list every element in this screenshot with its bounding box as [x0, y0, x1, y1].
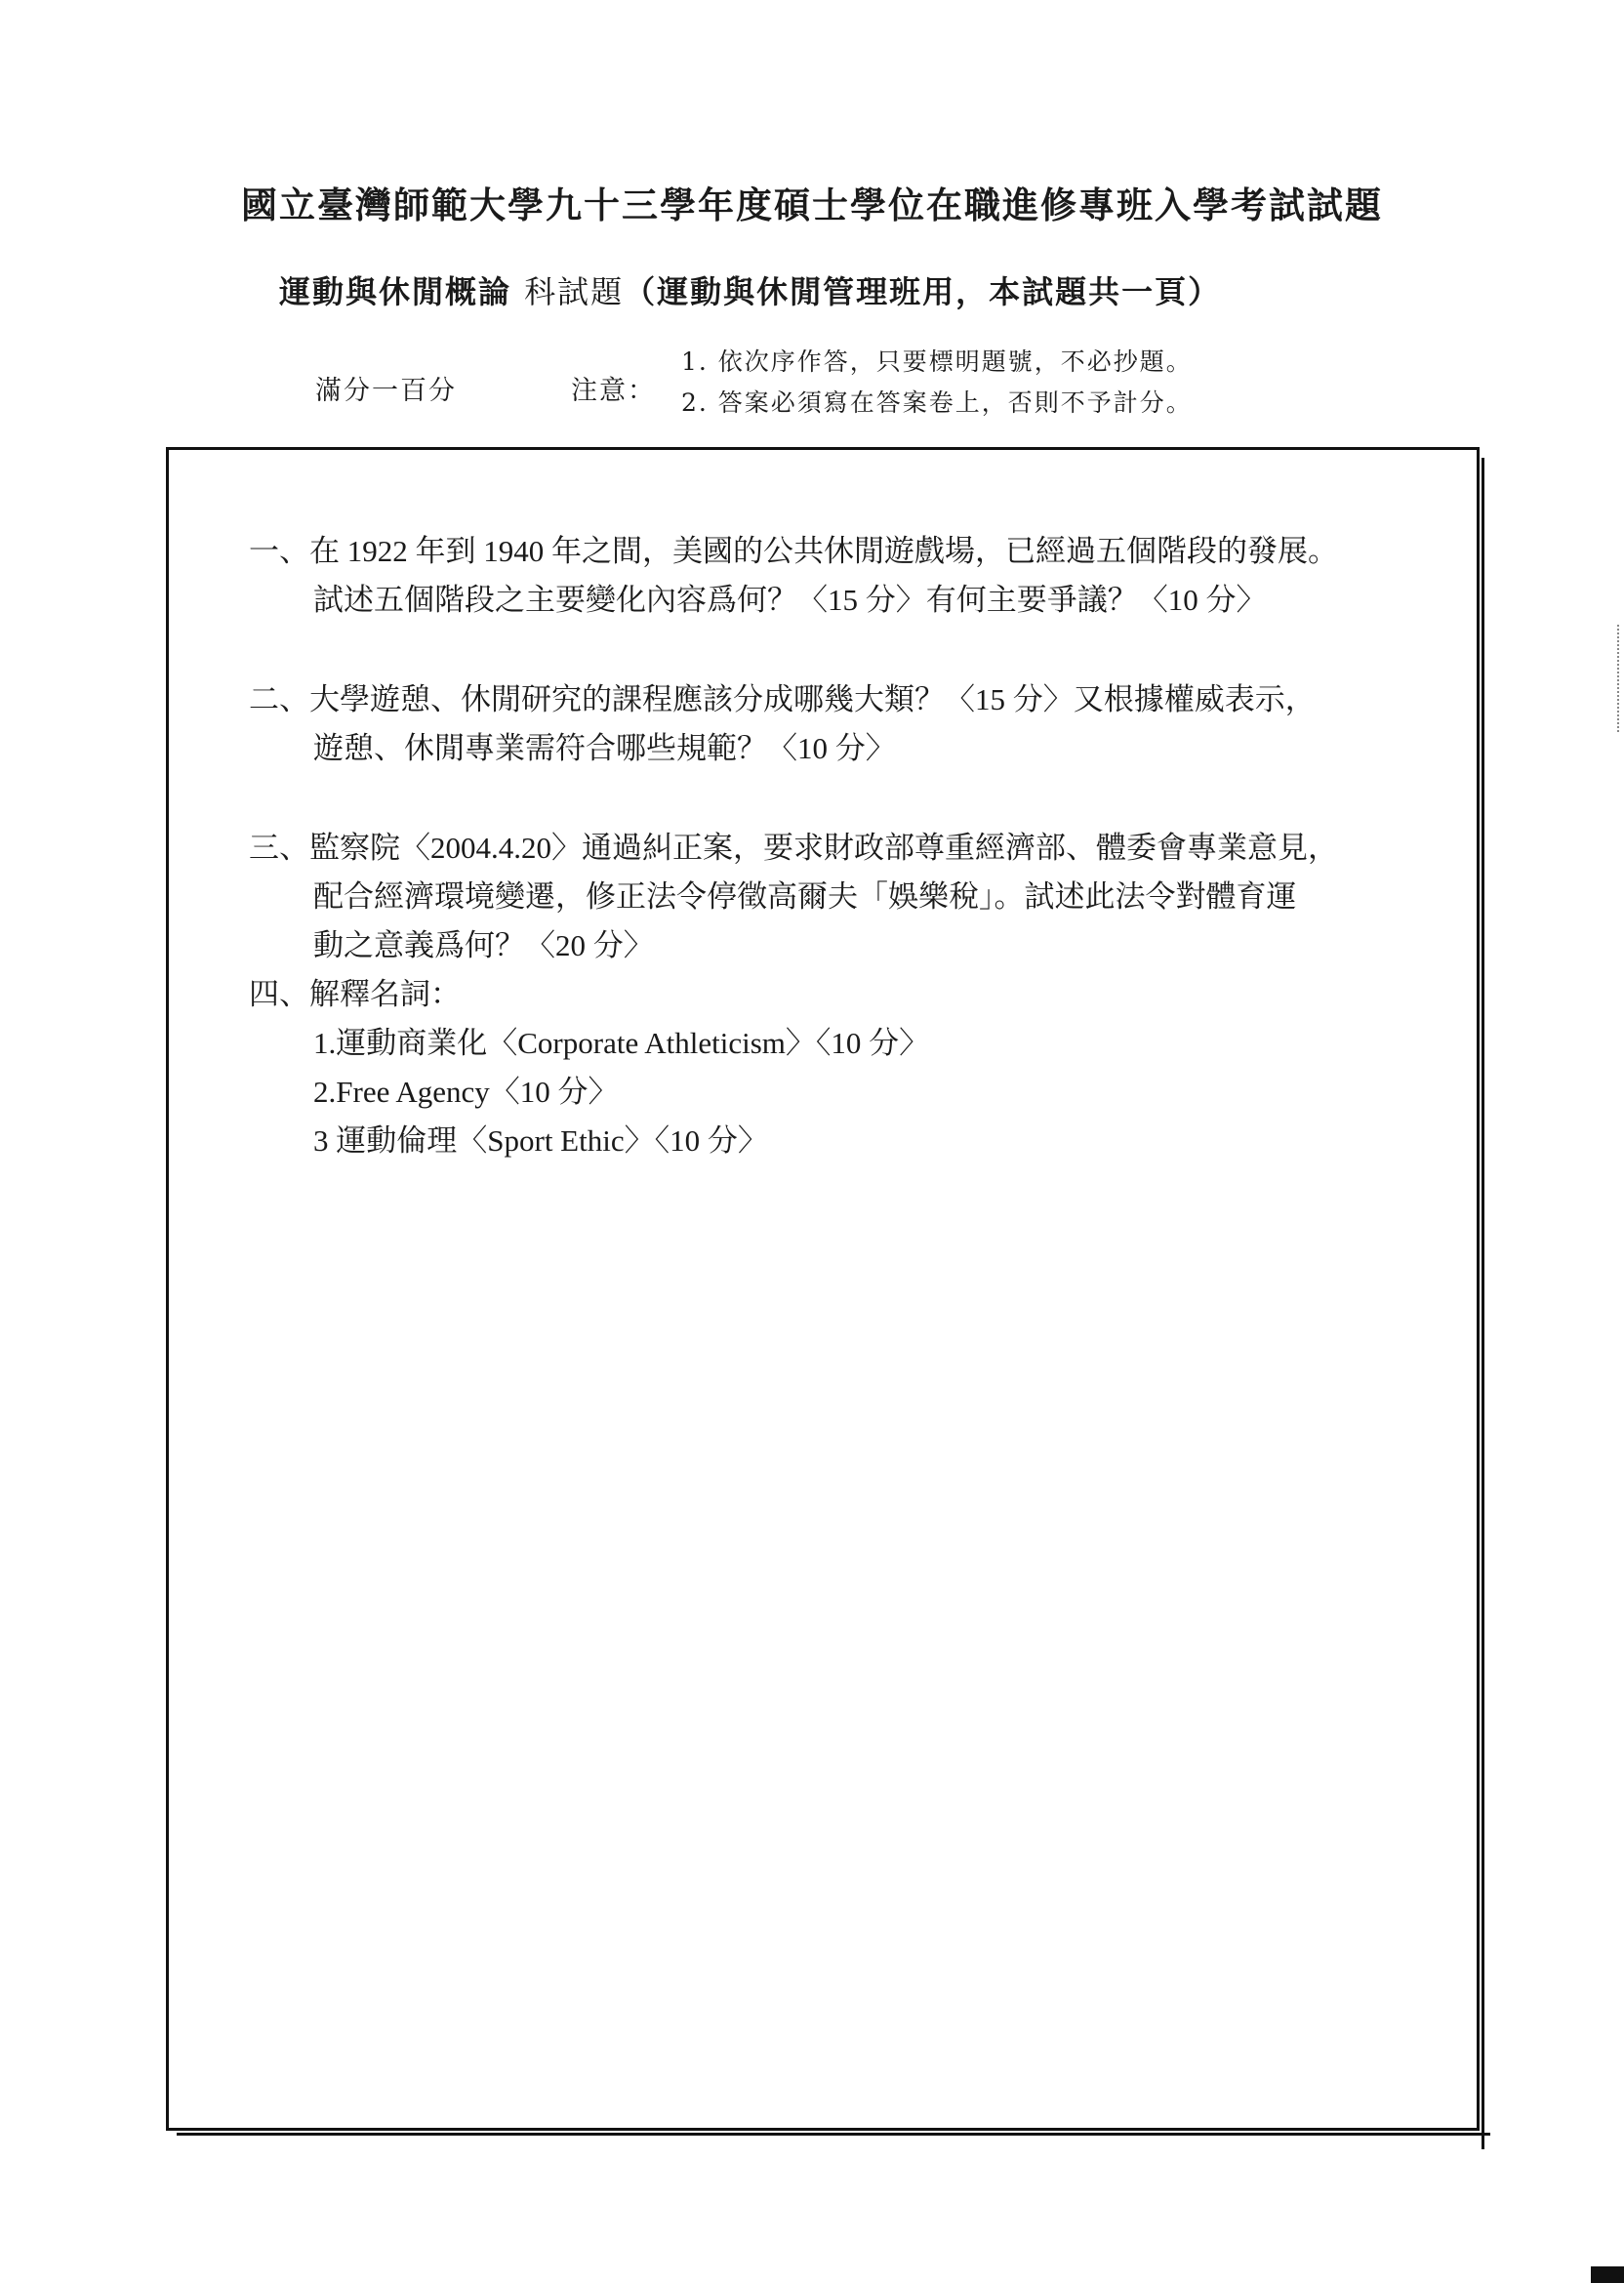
- total-score: 滿分一百分: [315, 376, 457, 406]
- question-spacer: [249, 625, 1420, 675]
- frame-shadow-bottom: [177, 2133, 1490, 2136]
- question-line: 二、大學遊憩、休閒研究的課程應該分成哪幾大類？〈15 分〉又根據權威表示，: [249, 682, 1316, 716]
- subject-note: （運動與休閒管理班用，本試題共一頁）: [624, 273, 1222, 310]
- notice-item-1: 1. 依次序作答，只要標明題號，不必抄題。: [681, 347, 1193, 376]
- question-heading: 四、解釋名詞：: [249, 977, 461, 1011]
- frame-shadow-right: [1482, 458, 1484, 2149]
- question-line: 遊憩、休閒專業需符合哪些規範？〈10 分〉: [313, 731, 896, 765]
- term-item: 3 運動倫理〈Sport Ethic〉〈10 分〉: [313, 1123, 768, 1158]
- question-line: 試述五個階段之主要變化內容爲何？〈15 分〉有何主要爭議？〈10 分〉: [313, 583, 1267, 617]
- question-1: [249, 527, 1420, 625]
- notice-item-2: 2. 答案必須寫在答案卷上，否則不予計分。: [681, 388, 1193, 417]
- exam-title: 國立臺灣師範大學九十三學年度碩士學位在職進修專班入學考試試題: [241, 183, 1383, 226]
- notice-label: 注意：: [571, 376, 656, 406]
- question-spacer: [249, 773, 1420, 824]
- exam-subtitle: [279, 267, 1221, 312]
- scan-edge-marks: [1615, 625, 1619, 732]
- term-item: 2.Free Agency〈10 分〉: [313, 1075, 619, 1109]
- question-line: 配合經濟環境變遷，修正法令停徵高爾夫「娛樂稅」。試述此法令對體育運: [313, 879, 1297, 914]
- question-3: [249, 824, 1420, 970]
- subject-name: 運動與休閒概論: [279, 273, 512, 310]
- subject-suffix: 科試題: [524, 273, 625, 310]
- question-4: [249, 970, 1420, 1165]
- term-item: 1.運動商業化〈Corporate Athleticism〉〈10 分〉: [313, 1026, 930, 1060]
- question-list: [249, 527, 1420, 1165]
- notice-list: [681, 342, 1193, 424]
- scan-corner-mark: [1591, 2266, 1624, 2283]
- question-line: 一、在 1922 年到 1940 年之間，美國的公共休閒遊戲場，已經過五個階段的發展。: [249, 534, 1338, 568]
- question-line: 三、監察院〈2004.4.20〉通過糾正案，要求財政部尊重經濟部、體委會專業意見，: [249, 831, 1338, 865]
- question-line: 動之意義爲何？〈20 分〉: [313, 928, 654, 962]
- question-2: [249, 675, 1420, 773]
